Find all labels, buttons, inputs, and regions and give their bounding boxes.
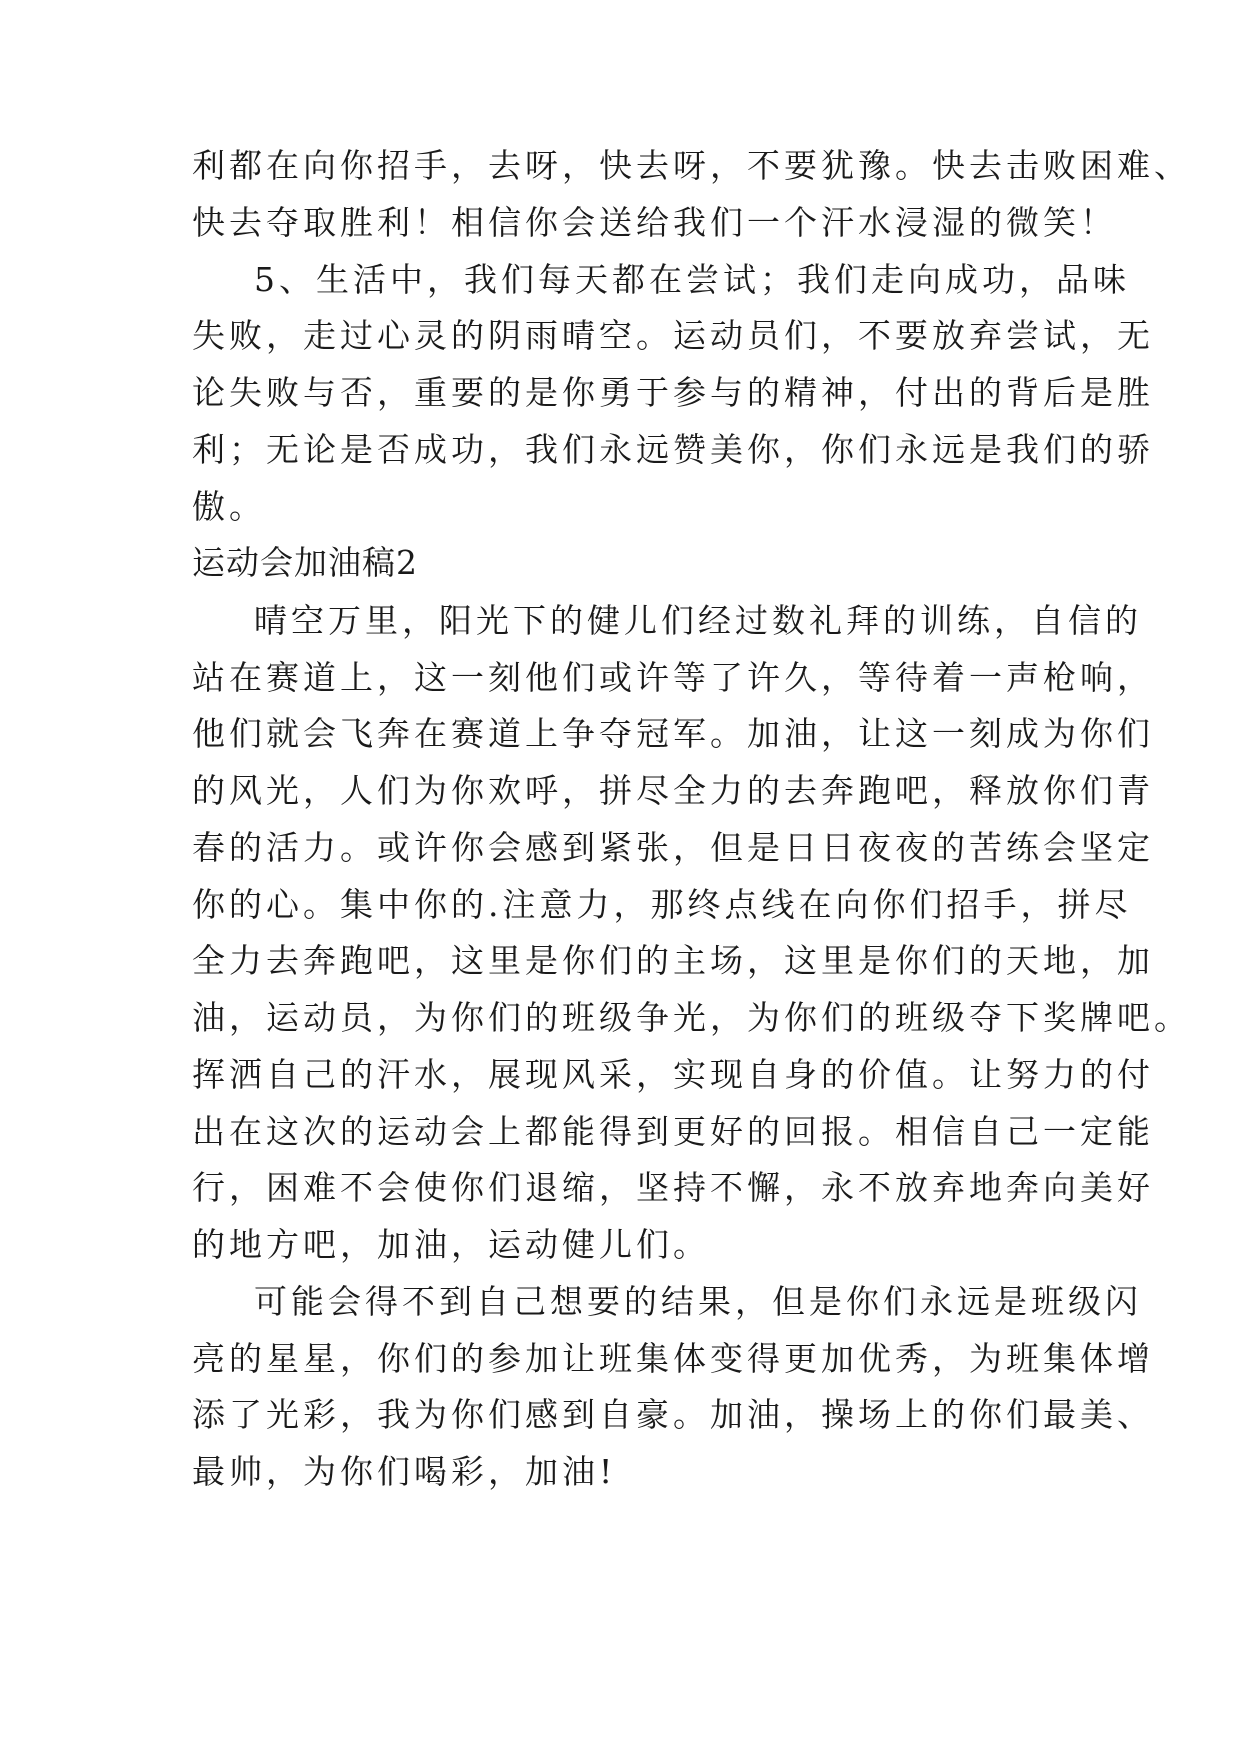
paragraph-start-line: 可能会得不到自己想要的结果，但是你们永远是班级闪 bbox=[254, 1282, 1142, 1321]
text-line: 你的心。集中你的.注意力，那终点线在向你们招手，拼尽 bbox=[192, 885, 1132, 924]
text-line: 添了光彩，我为你们感到自豪。加油，操场上的你们最美、 bbox=[192, 1395, 1154, 1434]
text-line: 最帅，为你们喝彩，加油! bbox=[192, 1452, 617, 1491]
text-line: 行，困难不会使你们退缩，坚持不懈，永不放弃地奔向美好 bbox=[192, 1168, 1154, 1207]
text-line: 失败，走过心灵的阴雨晴空。运动员们，不要放弃尝试，无 bbox=[192, 316, 1154, 355]
text-line: 利都在向你招手，去呀，快去呀，不要犹豫。快去击败困难、 bbox=[192, 146, 1191, 185]
text-line: 论失败与否，重要的是你勇于参与的精神，付出的背后是胜 bbox=[192, 373, 1154, 412]
text-line: 快去夺取胜利！相信你会送给我们一个汗水浸湿的微笑！ bbox=[192, 203, 1117, 242]
paragraph-start-line: 5、生活中，我们每天都在尝试；我们走向成功，品味 bbox=[254, 260, 1130, 299]
text-line: 出在这次的运动会上都能得到更好的回报。相信自己一定能 bbox=[192, 1112, 1154, 1151]
text-line: 挥洒自己的汗水，展现风采，实现自身的价值。让努力的付 bbox=[192, 1055, 1154, 1094]
text-line: 利；无论是否成功，我们永远赞美你，你们永远是我们的骄 bbox=[192, 430, 1154, 469]
text-line: 他们就会飞奔在赛道上争夺冠军。加油，让这一刻成为你们 bbox=[192, 714, 1154, 753]
text-line: 的地方吧，加油，运动健儿们。 bbox=[192, 1225, 710, 1264]
text-line: 的风光，人们为你欢呼，拼尽全力的去奔跑吧，释放你们青 bbox=[192, 771, 1154, 810]
text-line: 亮的星星，你们的参加让班集体变得更加优秀，为班集体增 bbox=[192, 1339, 1154, 1378]
paragraph-start-line: 晴空万里，阳光下的健儿们经过数礼拜的训练，自信的 bbox=[254, 601, 1142, 640]
text-line: 油，运动员，为你们的班级争光，为你们的班级夺下奖牌吧。 bbox=[192, 998, 1191, 1037]
text-line: 春的活力。或许你会感到紧张，但是日日夜夜的苦练会坚定 bbox=[192, 828, 1154, 867]
text-line: 站在赛道上，这一刻他们或许等了许久，等待着一声枪响， bbox=[192, 658, 1154, 697]
text-line: 傲。 bbox=[192, 487, 266, 526]
section-heading: 运动会加油稿2 bbox=[192, 543, 418, 582]
text-line: 全力去奔跑吧，这里是你们的主场，这里是你们的天地，加 bbox=[192, 941, 1154, 980]
